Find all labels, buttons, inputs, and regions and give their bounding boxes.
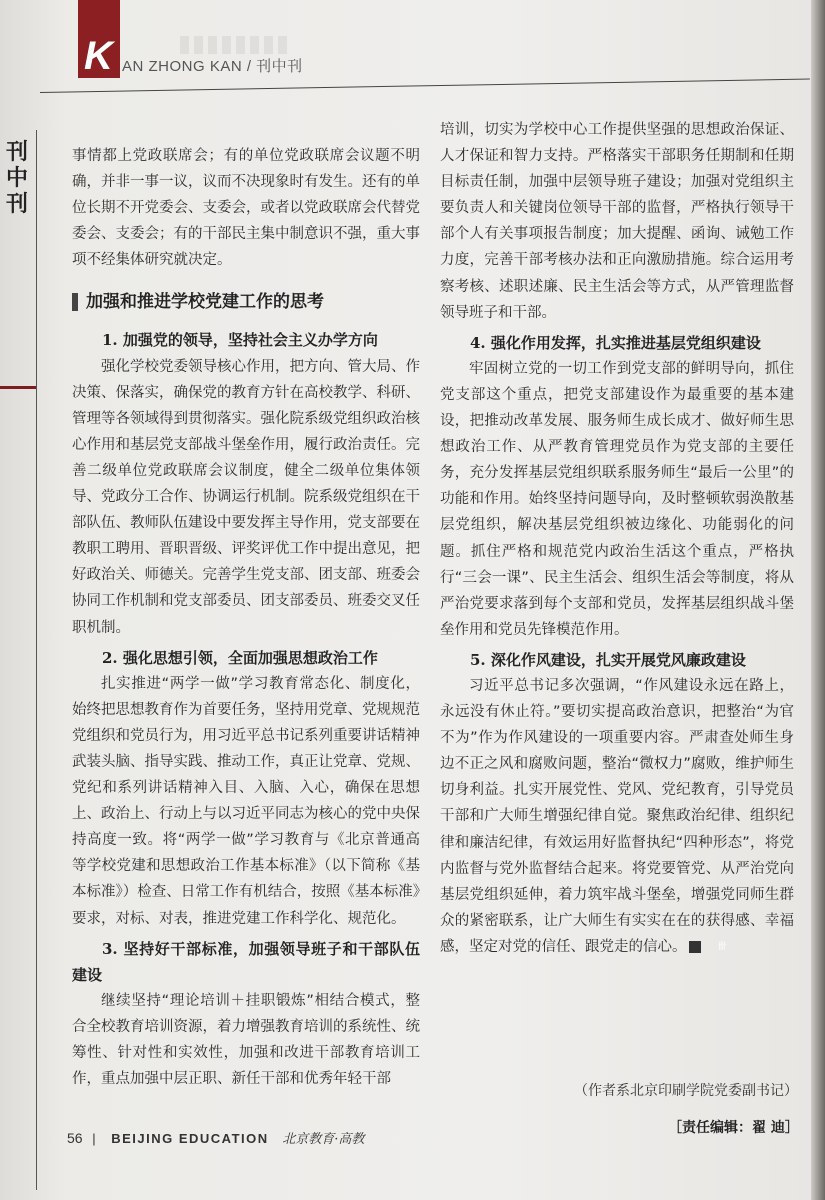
paragraph-3: 继续坚持“理论培训＋挂职锻炼”相结合模式，整合全校教育培训资源，着力增强教育培训的系统性、统筹性、针对性和实效性，加强和改进干部教育培训工作，重点加强中层正职、新任干部和优秀年轻干部 — [72, 992, 420, 1088]
paragraph-2: 扎实推进“两学一做”学习教育常态化、制度化，始终把思想教育作为首要任务，坚持用党章、党规规范党组织和党员行为，用习近平总书记系列重要讲话精神武装头脑、指导实践、推动工作，真正让党章、党规、党纪和系列讲话精神入目、入脑、入心，确保在思想上、政治上、行动上与以习近平同志为核心的党中央保持高度一致。将“两学一做”学习教育与《北京普通高等学校党建和思想政治工作基本标准》（以下简称《基本标准》）检查、日常工作有机结合，按照《基本标准》要求，对标、对表，推进党建工作科学化、规范化。 — [72, 675, 420, 927]
header-rule — [40, 79, 810, 93]
side-column-title: 刊中刊 — [6, 140, 29, 217]
paragraph-1: 强化学校党委领导核心作用，把方向、管大局、作决策、保落实，确保党的教育方针在高校教学、科研、管理等各领域得到贯彻落实。强化院系级党组织政治核心作用和基层党支部战斗堡垒作用，履行政治责任。完善二级单位党政联席会议制度，健全二级单位集体领导、党政分工合作、协调运行机制。院系级党组织在干部队伍、教师队伍建设中要发挥主导作用，党支部要在教职工聘用、晋职晋级、评奖评优工作中提出意见，把好政治关、师德关。完善学生党支部、团支部、班委会协同工作机制和党支部委员、团支部委员、班委交叉任职机制。 — [72, 358, 420, 636]
journal-name-en: BEIJING EDUCATION — [111, 1131, 269, 1146]
end-mark-icon: 卌 — [689, 941, 701, 953]
subheading-4: 4. 强化作用发挥，扎实推进基层党组织建设 — [470, 333, 761, 352]
journal-name-cn: 北京教育·高教 — [282, 1132, 365, 1147]
column-name: AN ZHONG KAN / 刊中刊 — [122, 58, 303, 75]
continued-paragraph: 培训，切实为学校中心工作提供坚强的思想政治保证、人才保证和智力支持。严格落实干部职务任期制和任期目标责任制，加强中层领导班子建设；加强对党组织主要负责人和关键岗位领导干部的监督，严格执行领导干部个人有关事项报告制度；加大提醒、函询、诫勉工作力度，完善干部考核办法和正向激励措施。综合运用考察考核、述职述廉、民主生活会等方式，从严管理监督领导班子和干部。 — [440, 122, 794, 321]
page-footer — [67, 1128, 364, 1147]
left-column — [72, 143, 420, 1092]
subheading-5: 5. 深化作风建设，扎实开展党风廉政建设 — [470, 650, 746, 669]
paragraph-5 — [440, 673, 794, 960]
right-column — [440, 117, 794, 960]
subheading-3: 3. 坚持好干部标准，加强领导班子和干部队伍建设 — [72, 939, 420, 984]
side-accent-bar — [0, 386, 36, 389]
paragraph-5-text: 习近平总书记多次强调，“作风建设永远在路上，永远没有休止符。”要切实提高政治意识，把整治“为官不为”作为作风建设的一项重要内容。严肃查处师生身边不正之风和腐败问题，整治“微权力”腐败，维护师生切身利益。扎实开展党性、党风、党纪教育，引导党员干部和广大师生增强纪律自觉。聚焦政治纪律、组织纪律和廉洁纪律，有效运用好监督执纪“四种形态”，将党内监督与党外监督结合起来。将党要管党、从严治党向基层党组织延伸，着力筑牢战斗堡垒，增强党同师生群众的紧密联系，让广大师生有实实在在的获得感、幸福感，坚定对党的信任、跟党走的信心。 — [440, 677, 794, 955]
page-number: 56 — [67, 1130, 83, 1146]
footer-separator: | — [92, 1131, 96, 1146]
subheading-2: 2. 强化思想引领，全面加强思想政治工作 — [102, 648, 378, 667]
faint-watermark — [180, 36, 290, 54]
side-rule — [36, 130, 37, 1190]
editor-credit: ［责任编辑：翟 迪］ — [668, 1120, 799, 1136]
logo-letter: K — [84, 34, 113, 78]
subheading-1: 1. 加强党的领导，坚持社会主义办学方向 — [102, 331, 378, 350]
paragraph-4: 牢固树立党的一切工作到党支部的鲜明导向，抓住党支部这个重点，把党支部建设作为最重要的基本建设，把推动改革发展、服务师生成长成才、做好师生思想政治工作、从严教育管理党员作为党支部的主要任务，充分发挥基层党组织联系服务师生“最后一公里”的功能和作用。始终坚持问题导向，及时整顿软弱涣散基层党组织，解决基层党组织被边缘化、功能弱化的问题。抓住严格和规范党内政治生活这个重点，严格执行“三会一课”、民主生活会、组织生活会等制度，将从严治党要求落到每个支部和党员，发挥基层组织战斗堡垒作用和党员先锋模范作用。 — [440, 360, 794, 638]
intro-paragraph: 事情都上党政联席会；有的单位党政联席会议题不明确，并非一事一议，议而不决现象时有发生。还有的单位长期不开党委会、支委会，或者以党政联席会代替党委会、支委会；有的干部民主集中制意识不强，重大事项不经集体研究就决定。 — [72, 148, 420, 269]
section-heading: 加强和推进学校党建工作的思考 — [72, 289, 420, 315]
page-edge-shadow — [811, 0, 825, 1200]
author-note: （作者系北京印刷学院党委副书记） — [574, 1083, 798, 1099]
